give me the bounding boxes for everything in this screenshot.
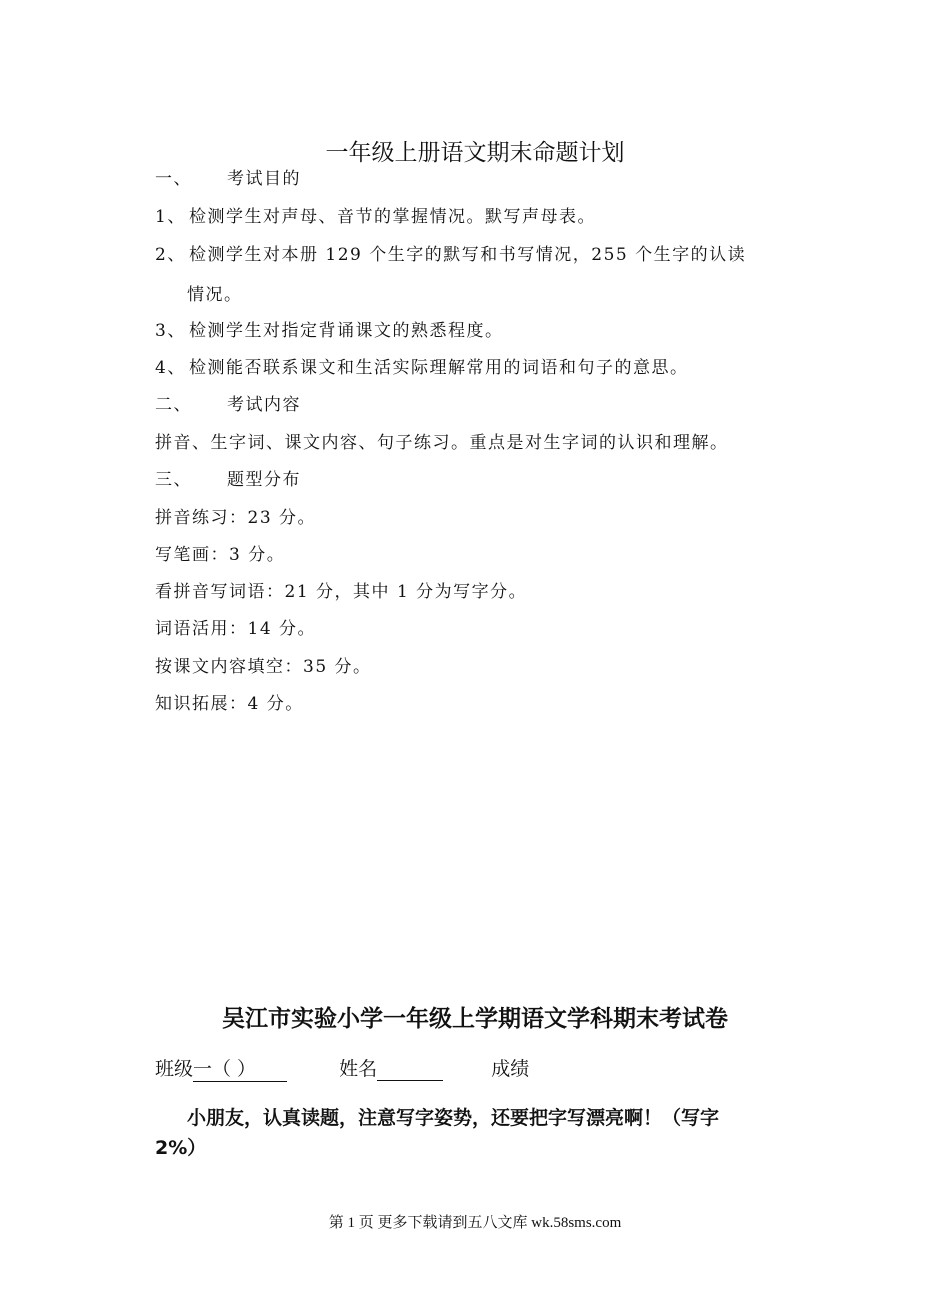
goal-item [155,202,596,227]
class-label: 班级 [155,1058,194,1080]
goal-text: 检测学生对本册 129 个生字的默写和书写情况，255 个生字的认读 [189,245,747,265]
goal-text: 检测能否联系课文和生活实际理解常用的词语和句子的意思。 [189,358,689,378]
name-label: 姓名 [339,1058,378,1080]
section-label: 考试内容 [227,395,301,415]
goal-item [155,316,504,341]
section-heading [155,465,301,490]
goal-number: 4、 [155,358,186,378]
goal-text-continuation: 情况。 [187,285,243,305]
content-text: 拼音、生字词、课文内容、句子练习。重点是对生字词的认识和理解。 [155,433,729,453]
section-number: 一、 [155,169,192,189]
goal-text: 检测学生对声母、音节的掌握情况。默写声母表。 [189,207,596,227]
name-field[interactable] [377,1058,443,1081]
distribution-item: 看拼音写词语：21 分，其中 1 分为写字分。 [155,582,528,602]
exam-note [155,1103,795,1163]
section-heading [155,164,301,189]
distribution-item: 按课文内容填空：35 分。 [155,657,372,677]
goal-number: 3、 [155,321,186,341]
exam-title: 吴江市实验小学一年级上学期语文学科期末考试卷 [222,1006,728,1032]
score-label: 成绩 [491,1058,530,1080]
distribution-item: 拼音练习：23 分。 [155,508,317,528]
section-heading [155,390,301,415]
section-number: 二、 [155,395,192,415]
distribution-item: 知识拓展：4 分。 [155,694,304,714]
student-info-row [155,1054,529,1082]
section-label: 考试目的 [227,169,301,189]
goal-text: 检测学生对指定背诵课文的熟悉程度。 [189,321,504,341]
goal-number: 2、 [155,245,186,265]
distribution-item: 写笔画：3 分。 [155,545,286,565]
note-line-2: 2%） [155,1137,207,1159]
plan-title: 一年级上册语文期末命题计划 [325,140,625,166]
goal-item [155,240,746,265]
section-label: 题型分布 [227,470,301,490]
distribution-item: 词语活用：14 分。 [155,619,317,639]
section-number: 三、 [155,470,192,490]
goal-number: 1、 [155,207,186,227]
note-line-1: 小朋友，认真读题，注意写字姿势，还要把字写漂亮啊！（写字 [187,1107,720,1129]
goal-item [155,353,689,378]
class-field[interactable]: 一（ ） [193,1054,287,1082]
page-footer: 第 1 页 更多下载请到五八文库 wk.58sms.com [328,1215,622,1231]
